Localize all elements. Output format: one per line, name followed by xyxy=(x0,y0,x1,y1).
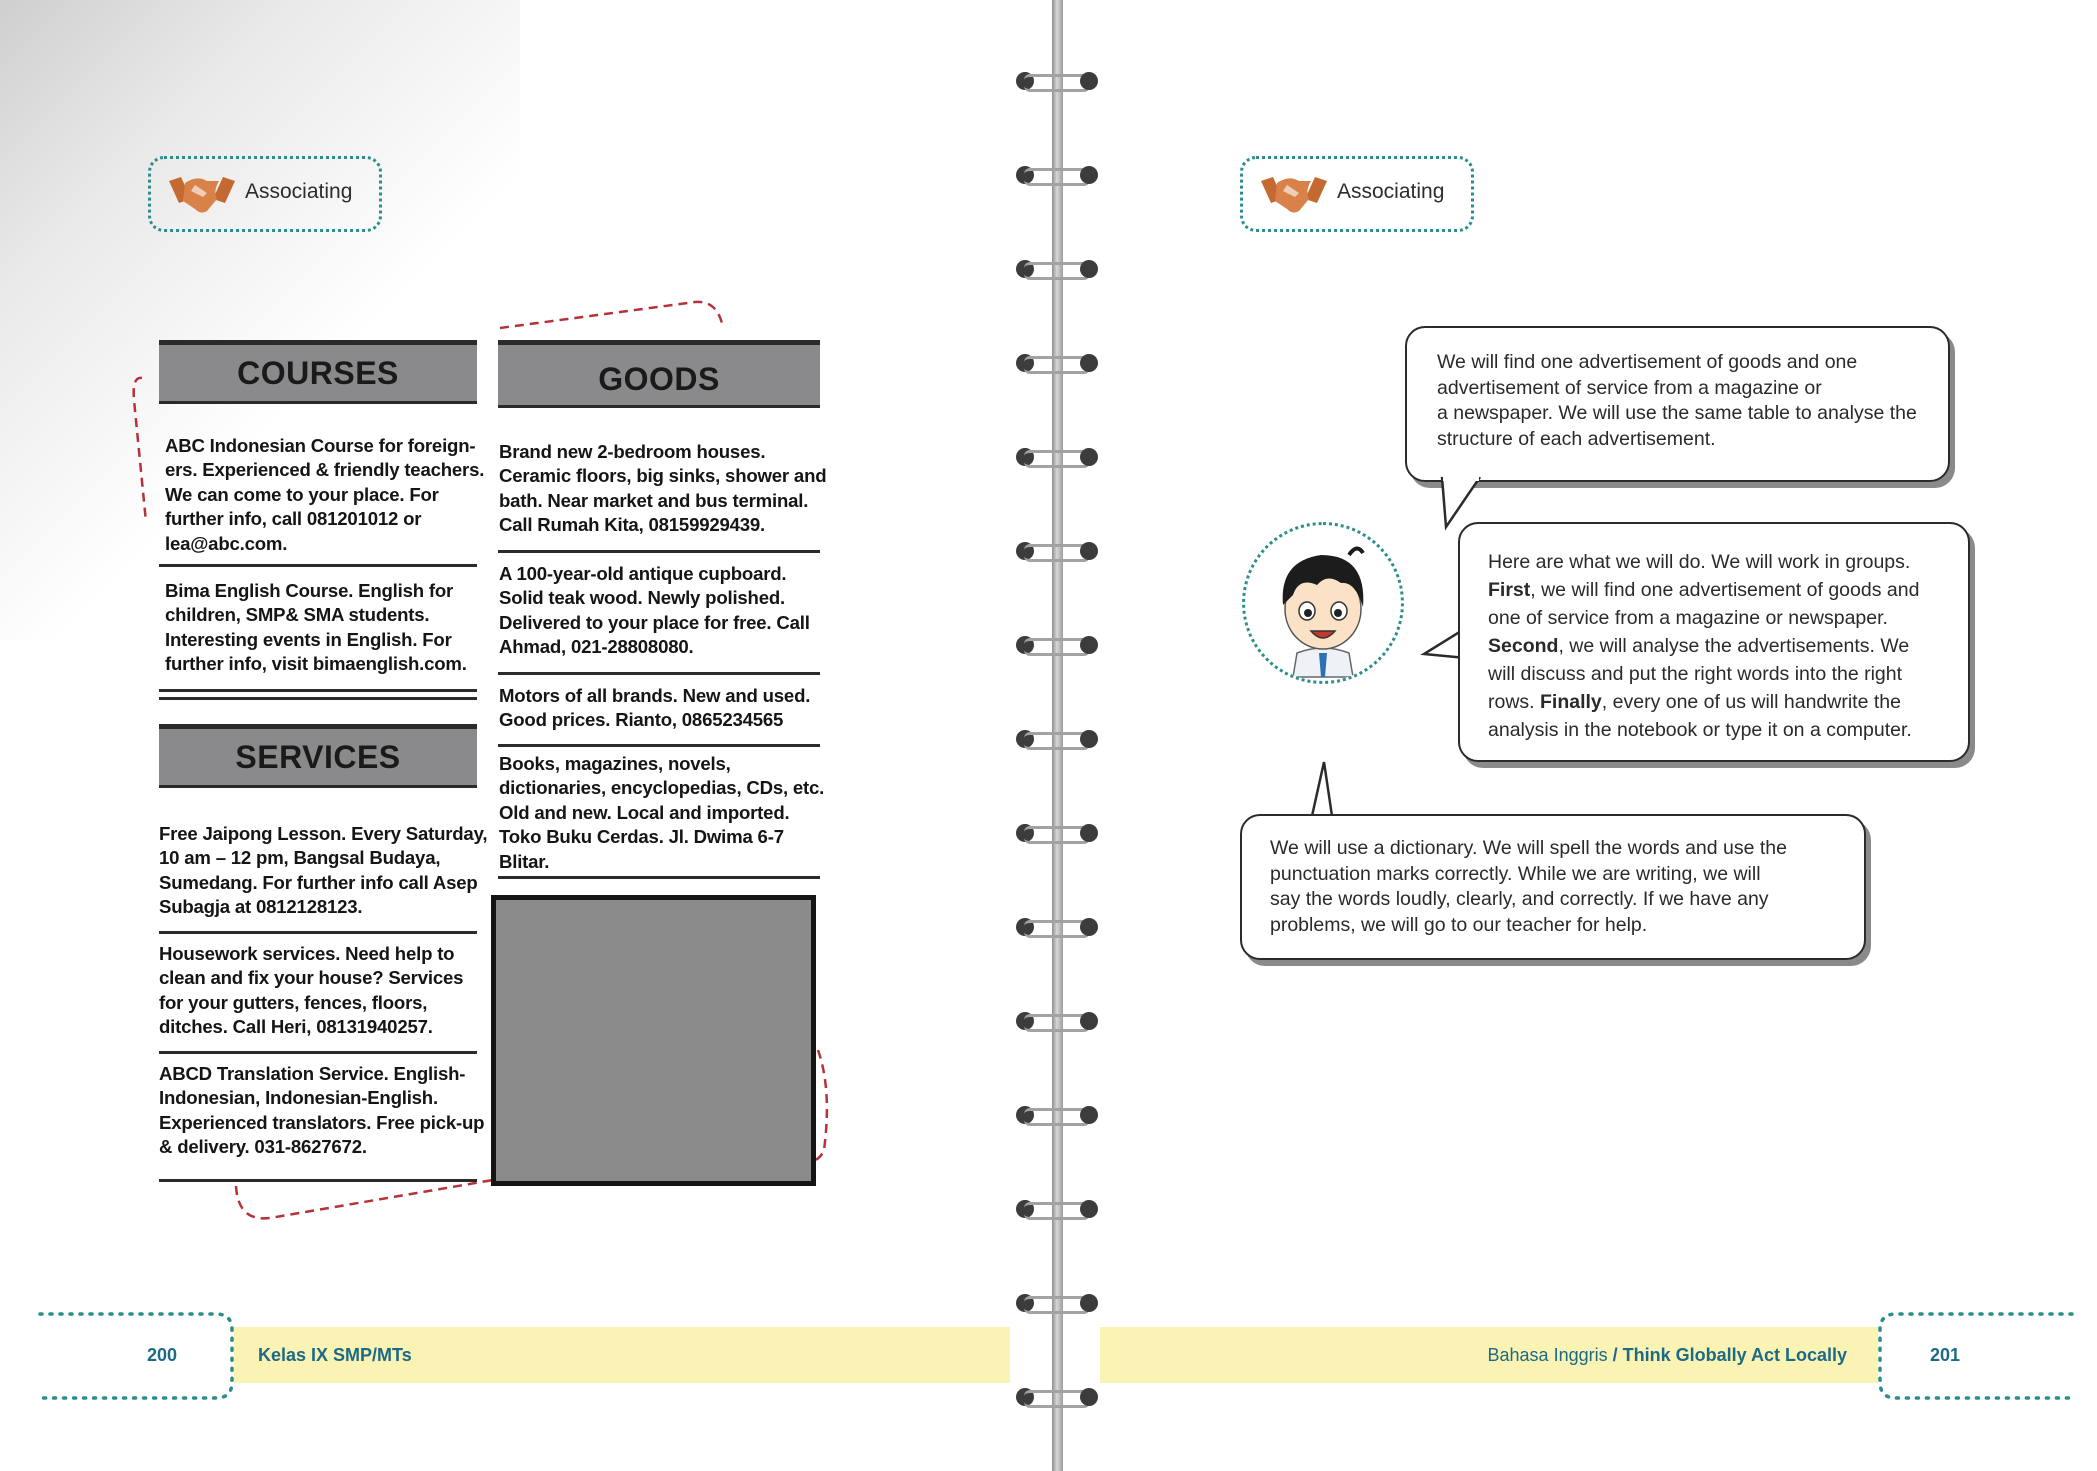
course-ad-abc xyxy=(165,434,484,556)
ad-line: Experienced translators. Free pick-up xyxy=(159,1111,485,1133)
ad-line: ditches. Call Heri, 08131940257. xyxy=(159,1016,433,1038)
ad-line: 10 am – 12 pm, Bangsal Budaya, xyxy=(159,847,441,869)
divider xyxy=(159,1179,477,1182)
spiral-ring xyxy=(1016,162,1098,186)
bubble-line: structure of each advertisement. xyxy=(1437,427,1716,450)
goods-heading: GOODS xyxy=(498,340,820,408)
footer-dotted-bracket-left xyxy=(38,1310,238,1402)
bubble-line: say the words loudly, clearly, and correctly. If we have any xyxy=(1270,888,1769,910)
services-heading: SERVICES xyxy=(159,724,477,788)
spiral-ring xyxy=(1016,256,1098,280)
speech-bubble-top xyxy=(1405,326,1950,482)
ad-line: lea@abc.com. xyxy=(165,532,288,554)
bubble-line: advertisement of service from a magazine or xyxy=(1437,376,1822,399)
goods-ad-books xyxy=(499,752,824,874)
ad-line: further info, call 081201012 or xyxy=(165,508,422,530)
ad-line: Call Rumah Kita, 08159929439. xyxy=(499,514,766,536)
ad-line: Free Jaipong Lesson. Every Saturday, xyxy=(159,823,488,844)
spiral-ring xyxy=(1016,68,1098,92)
spiral-ring xyxy=(1016,1196,1098,1220)
divider xyxy=(159,931,477,934)
spiral-ring xyxy=(1016,538,1098,562)
ad-line: & delivery. 031-8627672. xyxy=(159,1136,367,1158)
course-ad-bima xyxy=(165,579,467,677)
section-tag-right xyxy=(1240,156,1474,232)
section-tag-left xyxy=(148,156,382,232)
ad-line: Ahmad, 021-28808080. xyxy=(499,636,694,658)
ad-line: Ceramic floors, big sinks, shower and xyxy=(499,465,827,487)
goods-ad-houses xyxy=(499,440,826,538)
ad-line: Indonesian, Indonesian-English. xyxy=(159,1087,438,1109)
ad-line: clean and fix your house? Services xyxy=(159,967,464,989)
bubble-paragraph xyxy=(1488,548,1940,744)
page-number-left: 200 xyxy=(147,1345,178,1365)
bubble-line: a newspaper. We will use the same table to analyse the xyxy=(1437,402,1917,424)
divider xyxy=(498,550,820,553)
footer-dotted-bracket-right xyxy=(1876,1310,2076,1402)
bubble-text: , we will find one advertisement of goods and one of service from a magazine or newspaper. xyxy=(1488,579,1920,629)
spiral-ring xyxy=(1016,1102,1098,1126)
bubble-bold-text: Finally xyxy=(1540,691,1602,713)
ad-line: further info, visit bimaenglish.com. xyxy=(165,653,467,675)
ad-line: Bima English Course. English for xyxy=(165,580,454,601)
bubble-line: punctuation marks correctly. While we are writing, we will xyxy=(1270,862,1761,885)
bubble-bold-text: First xyxy=(1488,579,1531,601)
spiral-ring xyxy=(1016,444,1098,468)
ad-line: Sumedang. For further info call Asep xyxy=(159,871,478,893)
spiral-ring xyxy=(1016,1384,1098,1408)
bubble-line: We will use a dictionary. We will spell the words and use the xyxy=(1270,837,1787,859)
spiral-ring xyxy=(1016,726,1098,750)
ad-line: children, SMP& SMA students. xyxy=(165,604,430,626)
handshake-icon xyxy=(167,171,237,217)
divider xyxy=(159,697,477,700)
bubble-text: , every one of us will handwrite the analysis in the notebook or type it on a computer. xyxy=(1488,691,1912,741)
bubble-bold-text: Second xyxy=(1488,635,1559,657)
blank-ad-box xyxy=(491,895,816,1186)
bubble-line: problems, we will go to our teacher for help. xyxy=(1270,913,1648,936)
footer-separator: / xyxy=(1607,1345,1623,1365)
ad-line: Brand new 2-bedroom houses. xyxy=(499,441,766,462)
goods-ad-cupboard xyxy=(499,562,810,660)
ad-line: Interesting events in English. For xyxy=(165,628,452,650)
bubble-line: We will find one advertisement of goods and one xyxy=(1437,351,1858,373)
goods-ad-motors xyxy=(499,684,810,733)
section-tag-label: Associating xyxy=(1337,180,1445,203)
spiral-ring xyxy=(1016,1290,1098,1314)
speech-bubble-middle xyxy=(1458,522,1970,762)
divider xyxy=(159,1051,477,1054)
spiral-ring xyxy=(1016,914,1098,938)
ad-line: Delivered to your place for free. Call xyxy=(499,611,810,633)
divider xyxy=(498,672,820,675)
divider xyxy=(159,564,477,567)
ad-line: dictionaries, encyclopedias, CDs, etc. xyxy=(499,777,825,799)
ad-line: bath. Near market and bus terminal. xyxy=(499,489,809,511)
section-tag-label: Associating xyxy=(245,180,353,203)
ad-line: Subagja at 0812128123. xyxy=(159,896,363,918)
ad-line: Housework services. Need help to xyxy=(159,943,455,964)
ad-line: Blitar. xyxy=(499,850,550,872)
ad-line: Books, magazines, novels, xyxy=(499,753,731,774)
footer-subject: Bahasa Inggris xyxy=(1487,1345,1608,1365)
ad-line: ABC Indonesian Course for foreign- xyxy=(165,435,476,456)
page-number-right: 201 xyxy=(1930,1345,1961,1365)
divider xyxy=(498,876,820,879)
footer-book-title xyxy=(1488,1345,1847,1366)
speech-bubble-bottom xyxy=(1240,814,1866,960)
bubble-text: , we will analyse the advertisements. We will discuss and put the right words into the right rows. xyxy=(1488,635,1910,713)
spiral-ring xyxy=(1016,350,1098,374)
handshake-icon xyxy=(1259,171,1329,217)
courses-heading: COURSES xyxy=(159,340,477,404)
ad-line: ABCD Translation Service. English- xyxy=(159,1063,466,1084)
boy-student-avatar xyxy=(1242,522,1404,684)
ad-line: Old and new. Local and imported. xyxy=(499,801,790,823)
spiral-ring xyxy=(1016,820,1098,844)
ad-line: Solid teak wood. Newly polished. xyxy=(499,587,785,609)
ad-line: Motors of all brands. New and used. xyxy=(499,685,811,706)
speech-bubble-tail-bottom xyxy=(1308,760,1348,820)
divider xyxy=(159,689,477,692)
footer-title: Think Globally Act Locally xyxy=(1622,1345,1847,1365)
spiral-ring xyxy=(1016,632,1098,656)
spiral-ring xyxy=(1016,1008,1098,1032)
ad-line: for your gutters, fences, floors, xyxy=(159,991,428,1013)
service-ad-jaipong xyxy=(159,822,487,920)
service-ad-translation xyxy=(159,1062,484,1160)
ad-line: A 100-year-old antique cupboard. xyxy=(499,563,787,584)
service-ad-housework xyxy=(159,942,463,1040)
ad-line: ers. Experienced & friendly teachers. xyxy=(165,459,485,481)
bubble-text: Here are what we will do. We will work in groups. xyxy=(1488,551,1911,573)
ad-line: We can come to your place. For xyxy=(165,483,439,505)
footer-book-label: Kelas IX SMP/MTs xyxy=(258,1345,412,1365)
ad-line: Good prices. Rianto, 0865234565 xyxy=(499,709,784,731)
divider xyxy=(498,744,820,747)
ad-line: Toko Buku Cerdas. Jl. Dwima 6-7 xyxy=(499,826,784,848)
